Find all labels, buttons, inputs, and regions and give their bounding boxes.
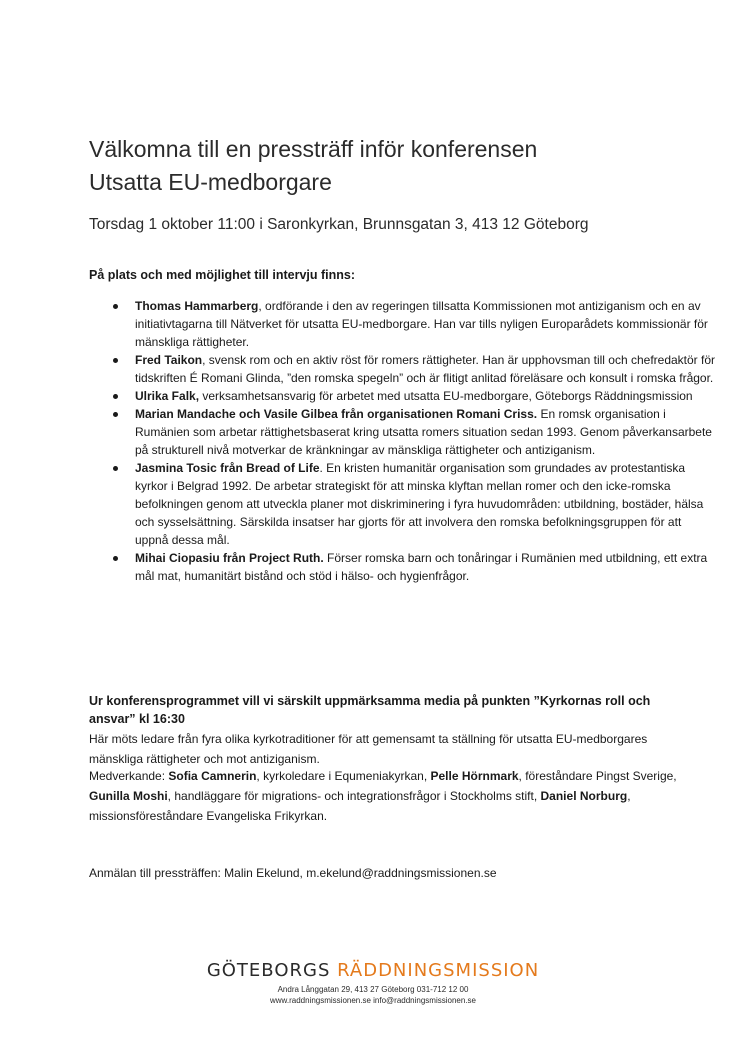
person-name: Fred Taikon [135, 353, 203, 367]
person-name: Thomas Hammarberg [135, 299, 259, 313]
participant-name: Pelle Hörnmark [430, 769, 519, 783]
registration-contact: Anmälan till pressträffen: Malin Ekelund, m.ekelund@raddningsmissionen.se [89, 866, 497, 880]
page-title [89, 133, 689, 199]
logo-text-gothenburg: GÖTEBORGS [206, 960, 331, 981]
footer [0, 958, 746, 1006]
program-heading: Ur konferensprogrammet vill vi särskilt uppmärksamma media på punkten ”Kyrkornas roll och ansvar” kl 16:30 [89, 694, 651, 726]
title-line-1: Välkomna till en pressträff inför konferensen [89, 136, 538, 162]
participant-role: , missionsföreståndare Evangeliska Frikyrkan. [89, 789, 631, 823]
participant-name: Sofia Camnerin [168, 769, 257, 783]
title-line-2: Utsatta EU-medborgare [89, 169, 332, 195]
person-description: Förser romska barn och tonåringar i Rumänien med utbildning, ett extra mål mat, humanitärt bistånd och stöd i hälso- och hygienfrågor. [135, 551, 708, 583]
list-item [135, 405, 715, 459]
participant-role: , kyrkoledare i Equmeniakyrkan, [256, 769, 431, 783]
logo-text-mission: RÄDDNINGSMISSION [337, 960, 540, 981]
footer-web-email: www.raddningsmissionen.se info@raddningsmissionen.se [269, 996, 476, 1005]
participant-name: Gunilla Moshi [89, 789, 168, 803]
footer-address: Andra Långgatan 29, 413 27 Göteborg 031-712 12 00 [277, 985, 469, 994]
participant-name: Daniel Norburg [540, 789, 628, 803]
organization-logo [0, 958, 746, 984]
person-description: , svensk rom och en aktiv röst för romers rättigheter. Han är upphovsman till och chefredaktör för tidskriften É Romani Glinda, ”den romska spegeln” och är flitigt anlitad föreläsare och konsult i romska frågor. [135, 353, 716, 385]
person-description: verksamhetsansvarig för arbetet med utsatta EU-medborgare, Göteborgs Räddningsmission [199, 389, 693, 403]
person-name: Jasmina Tosic från Bread of Life [135, 461, 320, 475]
list-item [135, 387, 715, 405]
event-date-location: Torsdag 1 oktober 11:00 i Saronkyrkan, Brunnsgatan 3, 413 12 Göteborg [89, 216, 589, 233]
person-description: En romsk organisation i Rumänien som arbetar rättighetsbaserat kring utsatta romers situation sedan 1993. Genom påverkansarbete på strukturell nivå motverkar de kränkningar av mänskliga rättigheter och antiziganism. [135, 407, 712, 457]
participants-paragraph [89, 766, 679, 826]
person-description: . En kristen humanitär organisation som grundades av protestantiska kyrkor i Belgrad 1992. De arbetar strategiskt för att minska klyftan mellan romer och den icke-romska befolkningen genom att utveckla planer mot diskriminering i fyra huvudområden: utbildning, bostäder, hälsa och sysselsättning. Särskilda insatser har gjorts för att involvera den romska befolkningsgruppen för att uppnå dessa mål. [135, 461, 704, 547]
participant-list [89, 297, 715, 585]
participant-role: , handläggare för migrations- och integrationsfrågor i Stockholms stift, [167, 789, 541, 803]
list-item [135, 351, 715, 387]
participants-prefix: Medverkande: [89, 769, 169, 783]
program-text: Här möts ledare från fyra olika kyrkotraditioner för att gemensamt ta ställning för utsatta EU-medborgares mänskliga rättigheter och mot antiziganism. [89, 732, 648, 766]
participant-role: , föreståndare Pingst Sverige, [518, 769, 677, 783]
list-item [135, 549, 715, 585]
person-name: Ulrika Falk, [135, 389, 200, 403]
person-name: Marian Mandache och Vasile Gilbea från organisationen Romani Criss. [135, 407, 538, 421]
person-description: , ordförande i den av regeringen tillsatta Kommissionen mot antiziganism och en av initiativtagarna till Nätverket för utsatta EU-medborgare. Han var tills nyligen Europarådets kommissionär för mänskliga rättigheter. [135, 299, 708, 349]
on-site-heading: På plats och med möjlighet till intervju finns: [89, 268, 356, 282]
list-item [135, 297, 715, 351]
list-item [135, 459, 715, 549]
person-name: Mihai Ciopasiu från Project Ruth. [135, 551, 324, 565]
